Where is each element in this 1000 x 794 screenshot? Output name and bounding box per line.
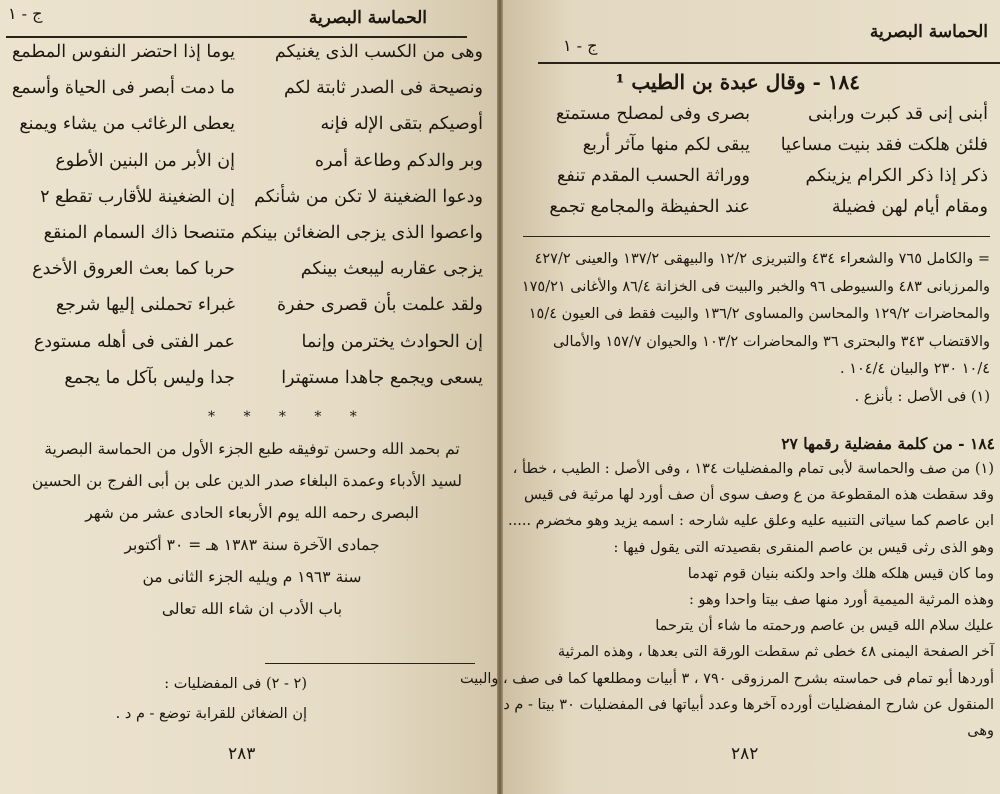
footnote-line: (٢ - ٢) فى المفضليات :: [164, 676, 307, 692]
note-line: وقد سقطت هذه المقطوعة من ع وصف سوى أن صف أورد لها مرثية فى قيس: [523, 487, 994, 504]
verse-right-hemistich: ونصيحة فى الصدر ثابتة لكم: [283, 78, 483, 99]
header-rule: [538, 62, 1000, 64]
note-line: أوردها أبو تمام فى حماسته بشرح المرزوقى ٧٩٠ ، ٣ أبيات ومطلعها كما فى صف ، والبيت: [459, 670, 994, 687]
note-line: (١) من صف والحماسة لأبى تمام والمفضليات ١٣٤ ، وفى الأصل : الطيب ، خطأ ،: [512, 461, 994, 477]
header-rule: [6, 36, 467, 38]
notes-rule: [523, 236, 990, 237]
verse-left-hemistich: غبراء تحملنى إليها شرجع: [55, 295, 235, 316]
verse-right-hemistich: ومقام أيام لهن فضيلة: [831, 197, 988, 217]
running-title: الحماسة البصرية: [869, 22, 988, 42]
verse-right-hemistich: ذكر إذا ذكر الكرام يزينكم: [805, 166, 988, 186]
verse-right-hemistich: وبر والدكم وطاعة أمره: [314, 150, 483, 171]
page-number: ٢٨٢: [731, 744, 759, 764]
note-line: ابن عاصم كما سياتى التنبيه عليه وعلق عليه شارحه : اسمه يزيد وهو مخضرم .....: [508, 513, 994, 530]
note-line: = والكامل ٧٦٥ والشعراء ٤٣٤ والتبريزى ١٢/٢ والبيهقى ١٣٧/٢ والعينى ٤٢٧/٢: [534, 251, 990, 267]
verse-right-hemistich: يسعى ويجمع جاهدا مستهترا: [281, 367, 483, 388]
section-heading-2: ١٨٤ - من كلمة مفضلية رقمها ٢٧: [781, 434, 995, 453]
note-line: وما كان قيس هلكه هلك واحد ولكنه بنيان قوم تهدما: [687, 565, 994, 582]
section-heading: ١٨٤ - وقال عبدة بن الطيب ¹: [615, 70, 860, 94]
footnote-line: إن الضغائن للقرابة توضع - م د .: [115, 706, 307, 722]
note-line: والمحاضرات ١٢٩/٢ والمحاسن والمساوى ١٣٦/٢ والبيت فقط فى العيون ١٥/٤: [528, 306, 990, 322]
note-line: وهى: [967, 723, 994, 739]
verse-right-hemistich: وهى من الكسب الذى يغنيكم: [274, 42, 483, 62]
verse-right-hemistich: فلئن هلكت فقد بنيت مساعيا: [780, 135, 988, 155]
verse-right-hemistich: أوصيكم بتقى الإله فإنه: [320, 114, 483, 135]
note-line: والاقتضاب ٣٤٣ والبحترى ٣٦ والمحاضرات ١٠٣/٢ والحيوان ١٥٧/٧ والأمالى: [552, 333, 990, 350]
note-line: (١) فى الأصل : بأنزع .: [854, 388, 990, 405]
verse-left-hemistich: بصرى وفى لمصلح مستمتع: [555, 104, 750, 124]
colophon-line: تم بحمد الله وحسن توفيقه طبع الجزء الأول من الحماسة البصرية: [44, 440, 460, 458]
colophon-line: البصرى رحمه الله يوم الأربعاء الحادى عشر من شهر: [85, 504, 419, 522]
verse-left-hemistich: إن الضغينة للأقارب تقطع ٢: [40, 186, 235, 207]
verse-left-hemistich: عمر الفتى فى أهله مستودع: [33, 331, 235, 352]
verse-right-hemistich: واعصوا الذى يزجى الضغائن بينكم: [240, 223, 483, 243]
right-page: [459, 0, 1000, 794]
colophon-line: سنة ١٩٦٣ م ويليه الجزء الثانى من: [142, 568, 362, 586]
verse-left-hemistich: متنصحا ذاك السمام المنقع: [43, 223, 235, 243]
colophon-line: باب الأدب ان شاء الله تعالى: [161, 600, 343, 618]
verse-left-hemistich: حربا كما بعث العروق الأخدع: [32, 259, 235, 280]
verse-left-hemistich: ما دمت أبصر فى الحياة وأسمع: [11, 78, 235, 99]
verse-left-hemistich: إن الأبر من البنين الأطوع: [55, 150, 235, 171]
verse-left-hemistich: ووراثة الحسب المقدم تنفع: [557, 166, 750, 186]
note-line: وهذه المرثية الميمية أورد منها صف بيتا واحدا وهو :: [688, 592, 994, 608]
page-number: ٢٨٣: [228, 744, 256, 764]
section-stars: * * * * *: [208, 409, 369, 425]
note-line: والمرزبانى ٤٨٣ والسيوطى ٩٦ والخبر والبيت فى الخزانة ٨٦/٤ والأغانى ١٧٥/٢١: [521, 278, 990, 295]
note-line: آخر الصفحة اليمنى ٤٨ خطى ثم سقطت الورقة التى بعدها ، وهذه المرثية: [557, 644, 994, 661]
verse-right-hemistich: أبنى إنى قد كبرت ورابنى: [808, 104, 988, 124]
note-line: عليك سلام الله قيس بن عاصم ورحمته ما شاء أن يترحما: [655, 618, 994, 635]
verse-right-hemistich: يزجى عقاربه ليبعث بينكم: [300, 259, 483, 280]
note-line: المنقول عن شارح المفضليات أورده آخرها وعدد أبياتها فى المفضليات ٣٠ بيتا - م د: [503, 696, 994, 713]
verse-left-hemistich: يعطى الرغائب من يشاء ويمنع: [19, 114, 235, 135]
verse-left-hemistich: يبقى لكم منها مآثر أربع: [582, 135, 750, 155]
verse-left-hemistich: يوما إذا احتضر النفوس المطمع: [11, 42, 235, 62]
colophon-line: جمادى الآخرة سنة ١٣٨٣ هـ = ٣٠ أكتوبر: [124, 536, 380, 554]
left-page: [0, 0, 497, 794]
note-line: وهو الذى رثى قيس بن عاصم المنقرى بقصيدته التى يقول فيها :: [613, 539, 994, 556]
note-line: ١٠/٤ ٢٣٠ والبيان ١٠٤/٤ .: [840, 361, 990, 377]
verse-left-hemistich: جدا وليس بآكل ما يجمع: [64, 367, 235, 388]
verse-right-hemistich: ودعوا الضغينة لا تكن من شأنكم: [254, 186, 483, 207]
verse-right-hemistich: ولقد علمت بأن قصرى حفرة: [276, 295, 483, 316]
colophon-line: لسيد الأدباء وعمدة البلغاء صدر الدين على بن أبى الفرج بن الحسين: [31, 472, 462, 490]
footnote-rule: [265, 663, 475, 664]
volume-label: ج - ١: [8, 4, 43, 23]
running-title: الحماسة البصرية: [308, 8, 427, 28]
volume-label: ج - ١: [563, 36, 598, 55]
verse-left-hemistich: عند الحفيظة والمجامع تجمع: [549, 197, 750, 217]
verse-right-hemistich: إن الحوادث يخترمن وإنما: [301, 331, 483, 352]
